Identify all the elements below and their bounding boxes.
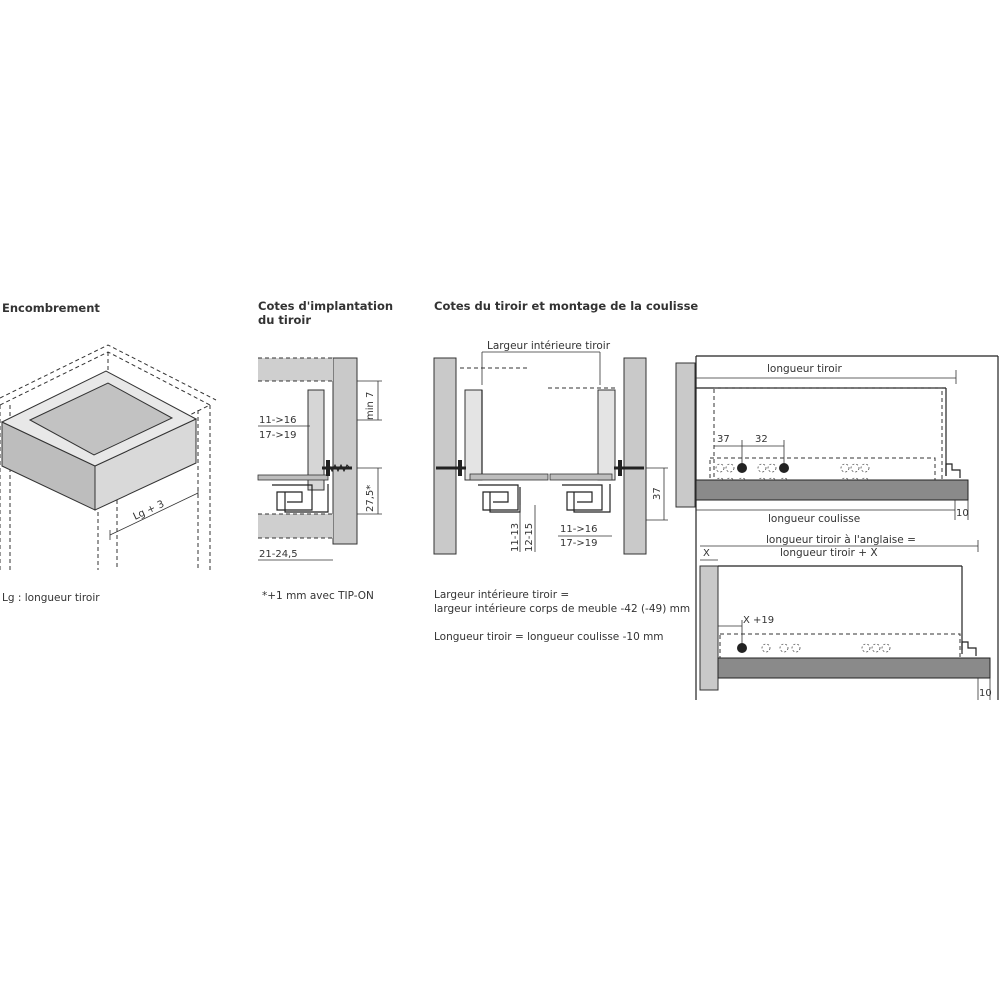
encombrement-title: Encombrement: [2, 301, 100, 315]
dim-x: X: [703, 548, 710, 559]
drawer-bottom-left: [470, 474, 548, 480]
drawer-bottom: [258, 475, 328, 480]
montage-section: [434, 299, 698, 643]
drawer-dashed-outline: [714, 388, 942, 488]
right-cabinet-panel: [624, 358, 646, 554]
dim-range-17-19: 17->19: [259, 430, 297, 441]
mounting-hole-2: [779, 463, 789, 473]
dim-21-24-5: 21-24,5: [259, 549, 298, 560]
implantation-section: [258, 299, 393, 602]
dim-10-top: 10: [956, 508, 969, 519]
formula1-line1: Largeur intérieure tiroir =: [434, 589, 570, 601]
drawer-side-right: [598, 390, 615, 480]
anglaise-line2: longueur tiroir + X: [780, 547, 878, 559]
longueur-tiroir-label: longueur tiroir: [767, 363, 842, 375]
dim-11-16: 11->16: [560, 524, 598, 535]
dim-11-13: 11-13: [510, 522, 521, 552]
front-panel-top: [676, 363, 695, 507]
encombrement-note: Lg : longueur tiroir: [2, 592, 100, 604]
dim-37-side: 37: [717, 434, 730, 445]
front-panel-bottom: [700, 566, 718, 690]
drawer-box: [2, 371, 196, 510]
montage-title: Cotes du tiroir et montage de la coulisse: [434, 299, 699, 313]
dim-32-side: 32: [755, 434, 768, 445]
dim-17-19: 17->19: [560, 538, 598, 549]
dim-37-front: 37: [652, 487, 663, 500]
side-view-section: [676, 356, 998, 700]
drawer-side-left: [465, 390, 482, 480]
dim-x19: X +19: [743, 615, 775, 626]
dim-range-11-16: 11->16: [259, 415, 297, 426]
drawer-bottom-right: [550, 474, 612, 480]
lg-dim-label: Lg + 3: [131, 498, 167, 523]
mounting-hole-1: [737, 463, 747, 473]
dim-27-5: 27,5*: [365, 484, 376, 512]
mounting-hole-3: [737, 643, 747, 653]
runner-left: [478, 485, 520, 512]
encombrement-section: [0, 301, 216, 604]
longueur-coulisse-label: longueur coulisse: [768, 513, 861, 525]
implantation-note: *+1 mm avec TIP-ON: [262, 590, 374, 602]
runner-rail-bottom: [718, 658, 990, 678]
formula2: Longueur tiroir = longueur coulisse -10 mm: [434, 631, 664, 643]
implantation-title-line2: du tiroir: [258, 313, 312, 327]
dim-12-15: 12-15: [524, 522, 535, 552]
top-shelf: [258, 358, 333, 381]
left-cabinet-panel: [434, 358, 456, 554]
bottom-panel: [258, 514, 333, 538]
largeur-label: Largeur intérieure tiroir: [487, 340, 611, 352]
dim-min7: min 7: [365, 391, 376, 420]
runner-right: [562, 484, 610, 512]
implantation-title-line1: Cotes d'implantation: [258, 299, 394, 313]
dim-10-bottom: 10: [979, 688, 992, 699]
cabinet-side-panel: [333, 358, 357, 544]
formula1-line2: largeur intérieure corps de meuble -42 (-49) mm: [434, 603, 691, 615]
anglaise-line1: longueur tiroir à l'anglaise =: [766, 534, 916, 546]
runner-rail-top: [696, 480, 968, 500]
